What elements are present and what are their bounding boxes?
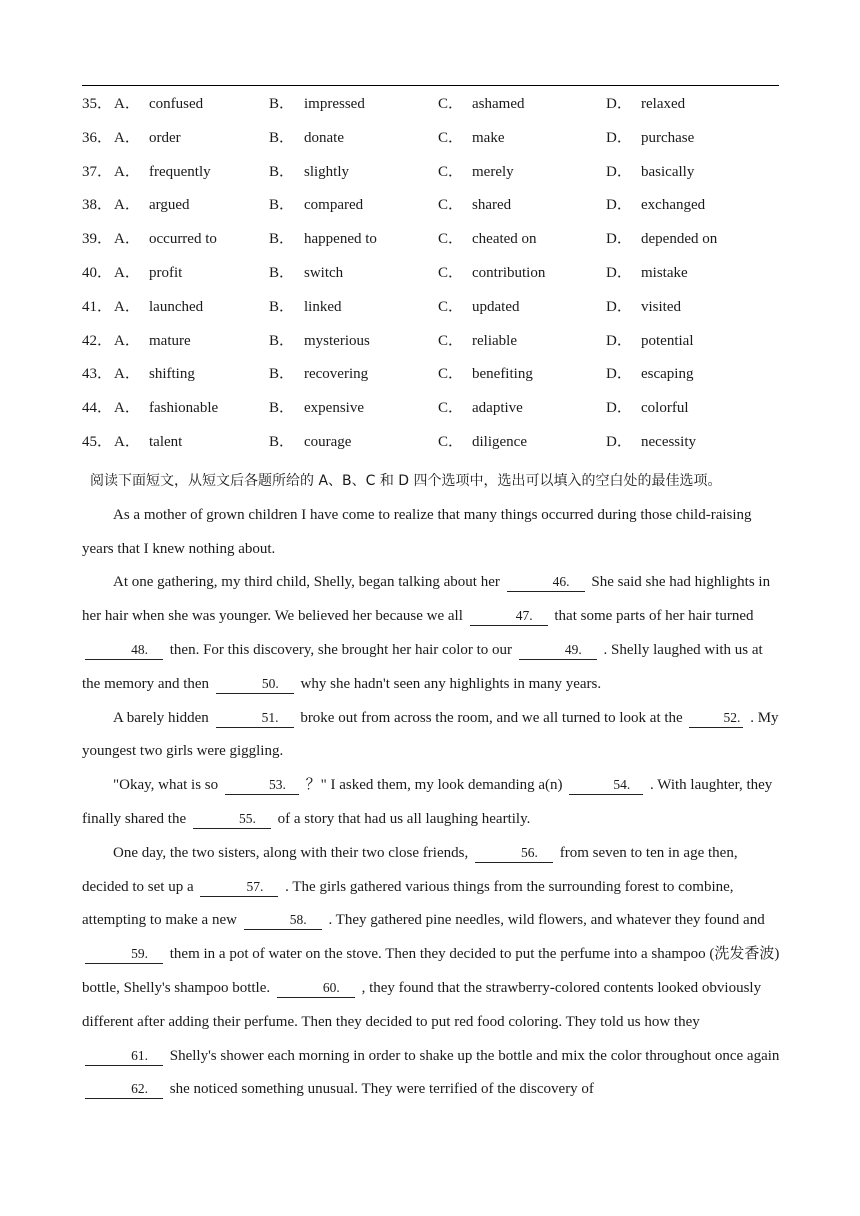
answer-blank [200, 878, 278, 897]
passage-text: then. For this discovery, she brought her hair color to our [169, 641, 513, 658]
paragraph-1: As a mother of grown children I have come to realize that many things occurred during those child-raising years that I knew nothing about. [82, 506, 752, 557]
passage-text: broke out from across the room, and we all turned to look at the [300, 709, 683, 726]
passage-text: . My youngest two girls were giggling. [82, 709, 779, 760]
instruction-text: 阅读下面短文，从短文后各题所给的 A、B、C 和 D 四个选项中，选出可以填入的空白处的最佳选项。 [90, 473, 722, 489]
option-letter: C． [438, 264, 464, 281]
option-letter: C． [438, 231, 464, 248]
answer-blank [85, 1080, 163, 1099]
option-text: basically [641, 163, 695, 180]
question-row [82, 162, 782, 196]
option-letter: B． [269, 264, 295, 281]
option-text: shared [472, 197, 512, 214]
option-text: make [472, 129, 505, 146]
option-text: argued [149, 197, 190, 214]
option-letter: D． [606, 366, 632, 383]
option-text: occurred to [149, 231, 217, 248]
option-text: profit [149, 264, 183, 281]
passage-text: from seven to ten in age then, decided to set up a [82, 844, 738, 895]
question-number: 42． [82, 332, 113, 349]
option-letter: B． [269, 433, 295, 450]
option-text: slightly [304, 163, 350, 180]
option-letter: C． [438, 163, 464, 180]
answer-blank [569, 776, 643, 795]
answer-blank [85, 641, 163, 660]
option-text: benefiting [472, 366, 533, 383]
question-number: 45． [82, 433, 113, 450]
blank-number: 46. [552, 574, 570, 590]
passage-text: At one gathering, my third child, Shelly, began talking about her [113, 574, 500, 591]
question-row [82, 94, 782, 128]
option-letter: B． [269, 366, 295, 383]
blank-number: 62. [131, 1081, 148, 1097]
blank-number: 54. [613, 777, 631, 793]
blank-number: 52. [723, 709, 741, 725]
option-letter: A． [114, 231, 140, 248]
option-letter: B． [269, 96, 295, 112]
blank-number: 51. [261, 709, 279, 725]
answer-blank [689, 709, 743, 728]
paragraph-3 [82, 702, 780, 770]
passage-text: A barely hidden [113, 709, 209, 726]
option-text: visited [641, 298, 681, 315]
answer-blank [85, 1047, 163, 1066]
question-number: 38． [82, 197, 113, 214]
option-letter: C． [438, 298, 464, 315]
option-letter: B． [269, 197, 295, 214]
option-text: impressed [304, 96, 365, 112]
option-text: escaping [641, 366, 694, 383]
option-letter: A． [114, 298, 140, 315]
option-letter: C． [438, 433, 464, 450]
passage-text: ？" I asked them, my look demanding a(n) [305, 777, 563, 794]
option-letter: B． [269, 332, 295, 349]
option-text: necessity [641, 433, 696, 450]
question-number: 35． [82, 96, 113, 112]
passage-text: Shelly's shower each morning in order to shake up the bottle and mix the color throughout once again [169, 1047, 780, 1064]
option-letter: D． [606, 332, 632, 349]
question-number: 37． [82, 163, 113, 180]
option-text: depended on [641, 231, 718, 248]
option-letter: B． [269, 231, 295, 248]
blank-number: 55. [238, 810, 256, 826]
option-text: expensive [304, 400, 364, 417]
answer-blank [277, 979, 355, 998]
option-text: exchanged [641, 197, 706, 214]
option-letter: D． [606, 400, 632, 417]
option-text: order [149, 129, 181, 146]
passage-text: "Okay, what is so [113, 777, 219, 794]
option-text: cheated on [472, 231, 537, 248]
question-row [82, 263, 782, 297]
blank-number: 47. [515, 608, 533, 624]
option-text: switch [304, 264, 344, 281]
option-letter: C． [438, 332, 464, 349]
options-table [82, 94, 782, 466]
option-text: mature [149, 332, 191, 349]
option-text: potential [641, 332, 694, 349]
question-number: 39． [82, 231, 113, 248]
option-text: linked [304, 298, 342, 315]
blank-number: 56. [521, 844, 538, 860]
option-letter: A． [114, 163, 140, 180]
question-row [82, 432, 782, 466]
passage-text: she noticed something unusual. They were terrified of the discovery of [169, 1081, 594, 1098]
blank-number: 49. [564, 641, 582, 657]
option-letter: A． [114, 400, 140, 417]
option-letter: A． [114, 332, 140, 349]
top-divider [82, 85, 779, 86]
option-letter: B． [269, 129, 295, 146]
passage-text: that some parts of her hair turned [554, 608, 754, 625]
option-letter: C． [438, 129, 464, 146]
option-letter: D． [606, 96, 632, 112]
option-text: diligence [472, 433, 527, 450]
question-row [82, 229, 782, 263]
option-text: mysterious [304, 332, 370, 349]
answer-blank [216, 709, 294, 728]
question-row [82, 398, 782, 432]
answer-blank [519, 641, 597, 660]
passage-text: of a story that had us all laughing heartily. [277, 810, 531, 827]
option-letter: B． [269, 400, 295, 417]
passage-text: . The girls gathered various things from the surrounding forest to combine, attempting to make a new [82, 878, 734, 929]
option-letter: A． [114, 366, 140, 383]
option-text: colorful [641, 400, 689, 417]
answer-blank [85, 945, 163, 964]
question-row [82, 364, 782, 398]
answer-blank [507, 573, 585, 592]
answer-blank [216, 675, 294, 694]
option-text: fashionable [149, 400, 219, 417]
question-row [82, 331, 782, 365]
option-letter: D． [606, 163, 632, 180]
blank-number: 50. [261, 675, 279, 691]
option-text: purchase [641, 129, 695, 146]
question-number: 44． [82, 400, 113, 417]
option-text: donate [304, 129, 344, 146]
question-row [82, 297, 782, 331]
answer-blank [193, 810, 271, 829]
passage-text: . With laughter, they finally shared the [82, 777, 773, 827]
option-letter: D． [606, 298, 632, 315]
option-text: merely [472, 163, 514, 180]
option-text: contribution [472, 264, 546, 281]
option-letter: A． [114, 96, 140, 112]
passage-text: why she hadn't seen any highlights in many years. [300, 675, 602, 692]
blank-number: 60. [322, 979, 340, 995]
option-text: courage [304, 433, 352, 450]
option-letter: D． [606, 433, 632, 450]
option-text: relaxed [641, 96, 686, 112]
answer-blank [244, 911, 322, 930]
reading-passage [82, 465, 780, 1107]
option-text: happened to [304, 231, 377, 248]
question-row [82, 128, 782, 162]
option-letter: A． [114, 129, 140, 146]
question-row [82, 195, 782, 229]
passage-text: . They gathered pine needles, wild flowers, and whatever they found and [328, 912, 765, 929]
paragraph-2 [82, 566, 780, 701]
blank-number: 58. [289, 912, 307, 928]
option-text: reliable [472, 332, 517, 349]
paragraph-5 [82, 837, 780, 1107]
paragraph-4 [82, 769, 780, 837]
option-letter: D． [606, 197, 632, 214]
option-letter: D． [606, 129, 632, 146]
option-letter: C． [438, 96, 464, 112]
blank-number: 61. [131, 1047, 148, 1063]
option-letter: D． [606, 231, 632, 248]
answer-blank [475, 844, 553, 863]
option-text: shifting [149, 366, 195, 383]
option-text: launched [149, 298, 204, 315]
option-text: adaptive [472, 400, 523, 417]
option-text: confused [149, 96, 204, 112]
option-text: frequently [149, 163, 211, 180]
option-letter: A． [114, 433, 140, 450]
blank-number: 59. [131, 946, 148, 962]
option-letter: A． [114, 197, 140, 214]
option-text: mistake [641, 264, 688, 281]
passage-text: She said she had highlights in her hair when she was younger. We believed her because we all [82, 574, 771, 625]
passage-text: them in a pot of water on the stove. Then they decided to put the perfume into a shampoo (洗发香波) bottle, Shelly's shampoo bottle. [82, 946, 780, 996]
blank-number: 48. [131, 641, 148, 657]
option-letter: B． [269, 163, 295, 180]
question-number: 43． [82, 366, 113, 383]
option-text: talent [149, 433, 183, 450]
option-letter: D． [606, 264, 632, 281]
option-letter: C． [438, 400, 464, 417]
answer-blank [470, 607, 548, 626]
option-letter: B． [269, 298, 295, 315]
option-text: updated [472, 298, 520, 315]
option-text: ashamed [472, 96, 525, 112]
blank-number: 53. [268, 777, 286, 793]
passage-text: , they found that the strawberry-colored contents looked obviously different after adding their perfume. Then they decided to put red food coloring. They told us how they [82, 979, 762, 1030]
option-letter: A． [114, 264, 140, 281]
option-letter: C． [438, 366, 464, 383]
passage-text: One day, the two sisters, along with their two close friends, [113, 844, 469, 861]
question-number: 40． [82, 264, 113, 281]
passage-text: . Shelly laughed with us at the memory and then [82, 641, 763, 692]
option-text: recovering [304, 366, 369, 383]
question-number: 41． [82, 298, 113, 315]
blank-number: 57. [246, 878, 264, 894]
option-text: compared [304, 197, 364, 214]
answer-blank [225, 776, 299, 795]
option-letter: C． [438, 197, 464, 214]
question-number: 36． [82, 129, 113, 146]
